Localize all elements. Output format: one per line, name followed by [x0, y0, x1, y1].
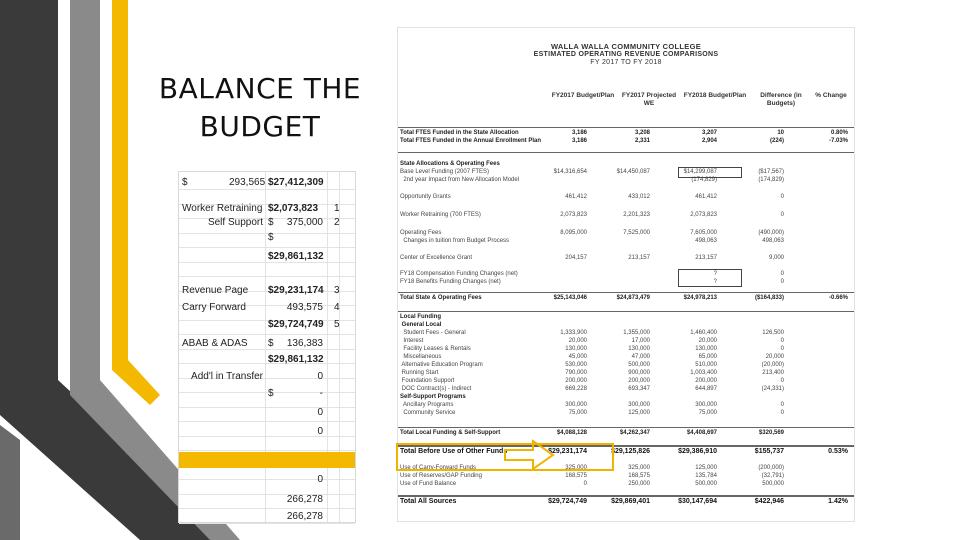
doc-cell-v3: 125,000	[695, 465, 717, 471]
doc-cell-v4: 0	[780, 194, 784, 200]
doc-cell-v1: 45,000	[568, 354, 587, 360]
doc-cell-v4: (32,791)	[761, 473, 784, 479]
doc-cell-v2: 433,012	[628, 194, 650, 200]
doc-cell-l: Running Start	[400, 370, 439, 376]
doc-cell-l: Total FTES Funded in the Annual Enrollment Plan	[400, 138, 541, 144]
doc-cell-v1: 530,000	[565, 362, 587, 368]
sheet-cell-b: 493,575	[286, 302, 323, 313]
doc-cell-v4: 0	[780, 378, 784, 384]
sheet-cell-b: 0	[317, 474, 323, 485]
doc-cell-v4: (224)	[769, 138, 784, 144]
doc-cell-l: General Local	[400, 322, 442, 328]
sheet-cell-b: 293,565	[229, 177, 266, 188]
doc-cell-v3: $29,386,910	[678, 448, 717, 455]
doc-cell-l: Alternative Education Program	[400, 362, 483, 368]
doc-cell-v4: 126,500	[762, 330, 784, 336]
doc-cell-l: Total Local Funding & Self-Support	[400, 430, 501, 436]
doc-cell-v4: (20,000)	[761, 362, 784, 368]
sheet-cell-c: 136,383	[286, 338, 323, 349]
doc-cell-v3: 1,003,400	[690, 370, 717, 376]
doc-cell-v4: 10	[777, 130, 784, 136]
doc-cell-v2: 130,000	[628, 346, 650, 352]
sheet-cell-d: 1	[334, 203, 340, 214]
sheet-cell-b: $29,724,749	[268, 319, 324, 330]
doc-period: FY 2017 TO FY 2018	[590, 59, 662, 66]
doc-cell-v4: 0	[780, 212, 784, 218]
doc-cell-v1: 204,157	[565, 255, 587, 261]
doc-cell-l: Worker Retraining (700 FTES)	[400, 212, 481, 218]
doc-cell-v5: 1.42%	[828, 498, 848, 505]
doc-cell-v4: ($164,833)	[754, 295, 784, 301]
title-line-2: BUDGET	[199, 110, 321, 143]
col-header-fy2017-budget: FY2017 Budget/Plan	[551, 92, 615, 99]
doc-cell-v2: 500,000	[628, 362, 650, 368]
doc-cell-l: Changes in tuition from Budget Process	[400, 238, 510, 244]
doc-cell-v1: $29,724,749	[548, 498, 587, 505]
doc-cell-v3: 200,000	[695, 378, 717, 384]
doc-cell-v4: $320,569	[758, 430, 784, 436]
doc-cell-v4: 0	[780, 338, 784, 344]
doc-cell-v2: 300,000	[628, 402, 650, 408]
doc-cell-v1: $4,088,128	[556, 430, 587, 436]
doc-cell-v2: 250,000	[628, 481, 650, 487]
doc-cell-v4: (174,829)	[758, 177, 784, 183]
sheet-cell-a: ABAB & ADAS	[182, 338, 248, 349]
doc-cell-v1: 1,333,900	[560, 330, 587, 336]
doc-cell-l: Use of Reserves/GAP Funding	[400, 473, 482, 479]
doc-cell-v3: 3,207	[701, 130, 717, 136]
doc-cell-v3: 7,605,000	[690, 230, 717, 236]
doc-cell-l: Use of Fund Balance	[400, 481, 457, 487]
title-line-1: BALANCE THE	[158, 72, 362, 105]
doc-cell-v3: $14,299,087	[683, 169, 717, 175]
doc-cell-v3: 20,000	[698, 338, 717, 344]
doc-cell-v3: 130,000	[695, 346, 717, 352]
doc-cell-v2: 7,525,000	[623, 230, 650, 236]
doc-cell-v3: 65,000	[698, 354, 717, 360]
sheet-cell-b: 0	[317, 371, 323, 382]
sheet-cell-d: 3	[334, 285, 340, 296]
doc-cell-v2: 200,000	[628, 378, 650, 384]
doc-cell-v1: 669,228	[565, 386, 587, 392]
sheet-cell-c: 375,000	[286, 217, 323, 228]
col-header-difference: Difference (in Budgets)	[760, 92, 802, 107]
doc-cell-v4: 0	[780, 410, 784, 416]
doc-cell-v2: 3,208	[634, 130, 650, 136]
doc-cell-v5: -7.03%	[828, 138, 848, 144]
doc-cell-v4: ($17,567)	[758, 169, 784, 175]
doc-cell-v3: 213,157	[695, 255, 717, 261]
sheet-cell-b: $	[268, 338, 274, 349]
doc-cell-v4: 0	[780, 346, 784, 352]
sheet-cell-a: $	[182, 177, 188, 188]
doc-cell-l: Facility Leases & Rentals	[400, 346, 471, 352]
sheet-cell-b: $	[268, 388, 274, 399]
doc-cell-v1: 325,000	[565, 465, 587, 471]
doc-cell-v1: 75,000	[568, 410, 587, 416]
doc-cell-l: Total Before Use of Other Funds	[400, 448, 508, 455]
doc-cell-v2: $4,262,347	[619, 430, 650, 436]
doc-cell-v4: (24,331)	[761, 386, 784, 392]
doc-cell-v2: $29,869,401	[611, 498, 650, 505]
sheet-cell-d: 4	[334, 302, 340, 313]
doc-cell-l: Community Service	[400, 410, 456, 416]
doc-cell-v2: 213,157	[628, 255, 650, 261]
doc-cell-v3: (174,829)	[691, 177, 717, 183]
doc-cell-v3: 644,897	[695, 386, 717, 392]
sheet-cell-b: 266,278	[286, 511, 323, 522]
sheet-cell-c: -	[319, 388, 323, 399]
doc-cell-v4: (490,000)	[758, 230, 784, 236]
doc-cell-v1: 461,412	[565, 194, 587, 200]
doc-cell-v3: 500,000	[695, 481, 717, 487]
col-header-fy2018-budget: FY2018 Budget/Plan	[683, 92, 747, 99]
doc-cell-v4: $422,946	[754, 498, 784, 505]
doc-cell-v3: 2,904	[701, 138, 717, 144]
doc-cell-l: Total State & Operating Fees	[400, 295, 482, 301]
sheet-cell-a: Revenue Page	[182, 285, 249, 296]
doc-cell-v1: $14,316,654	[553, 169, 587, 175]
doc-cell-v4: 0	[780, 402, 784, 408]
doc-cell-v2: 900,000	[628, 370, 650, 376]
doc-cell-l: Use of Carry-Forward Funds	[400, 465, 477, 471]
doc-cell-v2: $14,450,087	[616, 169, 650, 175]
sheet-cell-d: 5	[334, 319, 340, 330]
doc-cell-v4: 20,000	[765, 354, 784, 360]
doc-cell-v1: 300,000	[565, 402, 587, 408]
doc-cell-v2: 1,355,000	[623, 330, 650, 336]
sheet-cell-d: 2	[334, 217, 340, 228]
sheet-cell-b: 0	[317, 407, 323, 418]
doc-cell-v3: 510,000	[695, 362, 717, 368]
doc-cell-v5: 0.80%	[830, 130, 848, 136]
doc-cell-l: Base Level Funding (2007 FTES)	[400, 169, 490, 175]
doc-cell-v3: 135,784	[695, 473, 717, 479]
sheet-cell-b: 266,278	[286, 494, 323, 505]
doc-cell-v3: 461,412	[695, 194, 717, 200]
doc-cell-v4: 9,000	[768, 255, 784, 261]
doc-cell-l: State Allocations & Operating Fees	[400, 161, 500, 167]
doc-cell-v3: $30,147,694	[678, 498, 717, 505]
sheet-cell-a: Add'l in Transfer	[191, 371, 263, 382]
doc-cell-l: Interest	[400, 338, 424, 344]
sheet-cell-a: Worker Retraining	[182, 203, 263, 214]
sheet-cell-c: $27,412,309	[268, 177, 324, 188]
doc-title: WALLA WALLA COMMUNITY COLLEGE	[550, 42, 702, 51]
doc-cell-v4: (200,000)	[758, 465, 784, 471]
doc-cell-l: Self-Support Programs	[400, 394, 466, 400]
doc-cell-l: Opportunity Grants	[400, 194, 451, 200]
doc-cell-v2: 47,000	[631, 354, 650, 360]
doc-cell-v4: 0	[780, 279, 784, 285]
doc-cell-l: Miscellaneous	[400, 354, 442, 360]
doc-cell-v3: 75,000	[698, 410, 717, 416]
doc-cell-v2: $24,873,479	[616, 295, 650, 301]
doc-cell-v3: $4,408,697	[686, 430, 717, 436]
sheet-cell-b: $29,231,174	[268, 285, 324, 296]
doc-cell-v2: 2,201,323	[623, 212, 650, 218]
sheet-cell-b: $29,861,132	[268, 354, 324, 365]
doc-cell-l: Total All Sources	[400, 498, 457, 505]
doc-cell-l: Total FTES Funded in the State Allocation	[400, 130, 519, 136]
doc-cell-v1: 130,000	[565, 346, 587, 352]
doc-cell-v1: 168,575	[565, 473, 587, 479]
doc-cell-l: Ancillary Programs	[400, 402, 454, 408]
sheet-cell-b: $	[268, 232, 274, 243]
doc-cell-v2: 325,000	[628, 465, 650, 471]
doc-cell-v3: 2,073,823	[690, 212, 717, 218]
doc-cell-l: FY18 Benefits Funding Changes (net)	[400, 279, 501, 285]
col-header-pct-change: % Change	[815, 92, 847, 99]
doc-cell-l: Local Funding	[400, 314, 441, 320]
doc-cell-v3: $24,978,213	[683, 295, 717, 301]
doc-cell-v3: 1,460,400	[690, 330, 717, 336]
doc-cell-v1: 2,073,823	[560, 212, 587, 218]
doc-cell-v2: 17,000	[631, 338, 650, 344]
doc-cell-v2: 2,331	[634, 138, 650, 144]
doc-cell-v4: 213,400	[762, 370, 784, 376]
sheet-cell-b: $2,073,823	[268, 203, 319, 214]
doc-cell-l: FY18 Compensation Funding Changes (net)	[400, 271, 518, 277]
doc-cell-v4: $155,737	[754, 448, 784, 455]
doc-subtitle: ESTIMATED OPERATING REVENUE COMPARISONS	[533, 51, 719, 58]
doc-cell-v1: $25,143,046	[553, 295, 587, 301]
doc-cell-v3: 300,000	[695, 402, 717, 408]
doc-cell-l: Center of Excellence Grant	[400, 255, 473, 261]
doc-cell-v3: ?	[713, 279, 717, 285]
doc-cell-v1: 8,095,000	[560, 230, 587, 236]
sheet-cell-b: $	[268, 217, 274, 228]
doc-cell-v2: 125,000	[628, 410, 650, 416]
doc-cell-v1: 0	[583, 481, 587, 487]
doc-cell-v1: 3,186	[571, 130, 587, 136]
doc-cell-v1: 20,000	[568, 338, 587, 344]
doc-cell-v1: 200,000	[565, 378, 587, 384]
sheet-cell-b: 0	[317, 426, 323, 437]
sheet-cell-a: Carry Forward	[182, 302, 246, 313]
doc-cell-v1: $29,231,174	[548, 448, 587, 455]
sheet-cell-a: Self Support	[207, 217, 263, 228]
doc-cell-v4: 498,063	[762, 238, 784, 244]
doc-cell-l: 2nd year Impact from New Allocation Model	[400, 177, 520, 183]
col-header-fy2017-projected: FY2017 Projected WE	[621, 92, 677, 107]
doc-cell-v3: ?	[713, 271, 717, 277]
doc-cell-v2: 168,575	[628, 473, 650, 479]
doc-cell-l: Foundation Support	[400, 378, 455, 384]
doc-cell-v2: 693,347	[628, 386, 650, 392]
doc-cell-l: Student Fees - General	[400, 330, 466, 336]
doc-cell-v1: 790,000	[565, 370, 587, 376]
doc-cell-v4: 0	[780, 271, 784, 277]
doc-cell-l: DOC Contract(s) - Indirect	[400, 386, 472, 392]
sheet-cell-b: $29,861,132	[268, 251, 324, 262]
doc-cell-v1: 3,186	[571, 138, 587, 144]
doc-cell-v5: -0.66%	[828, 295, 848, 301]
doc-cell-v3: 498,063	[695, 238, 717, 244]
doc-cell-l: Operating Fees	[400, 230, 442, 236]
doc-cell-v5: 0.53%	[828, 448, 848, 455]
doc-cell-v2: $29,125,826	[611, 448, 650, 455]
doc-cell-v4: 500,000	[762, 481, 784, 487]
